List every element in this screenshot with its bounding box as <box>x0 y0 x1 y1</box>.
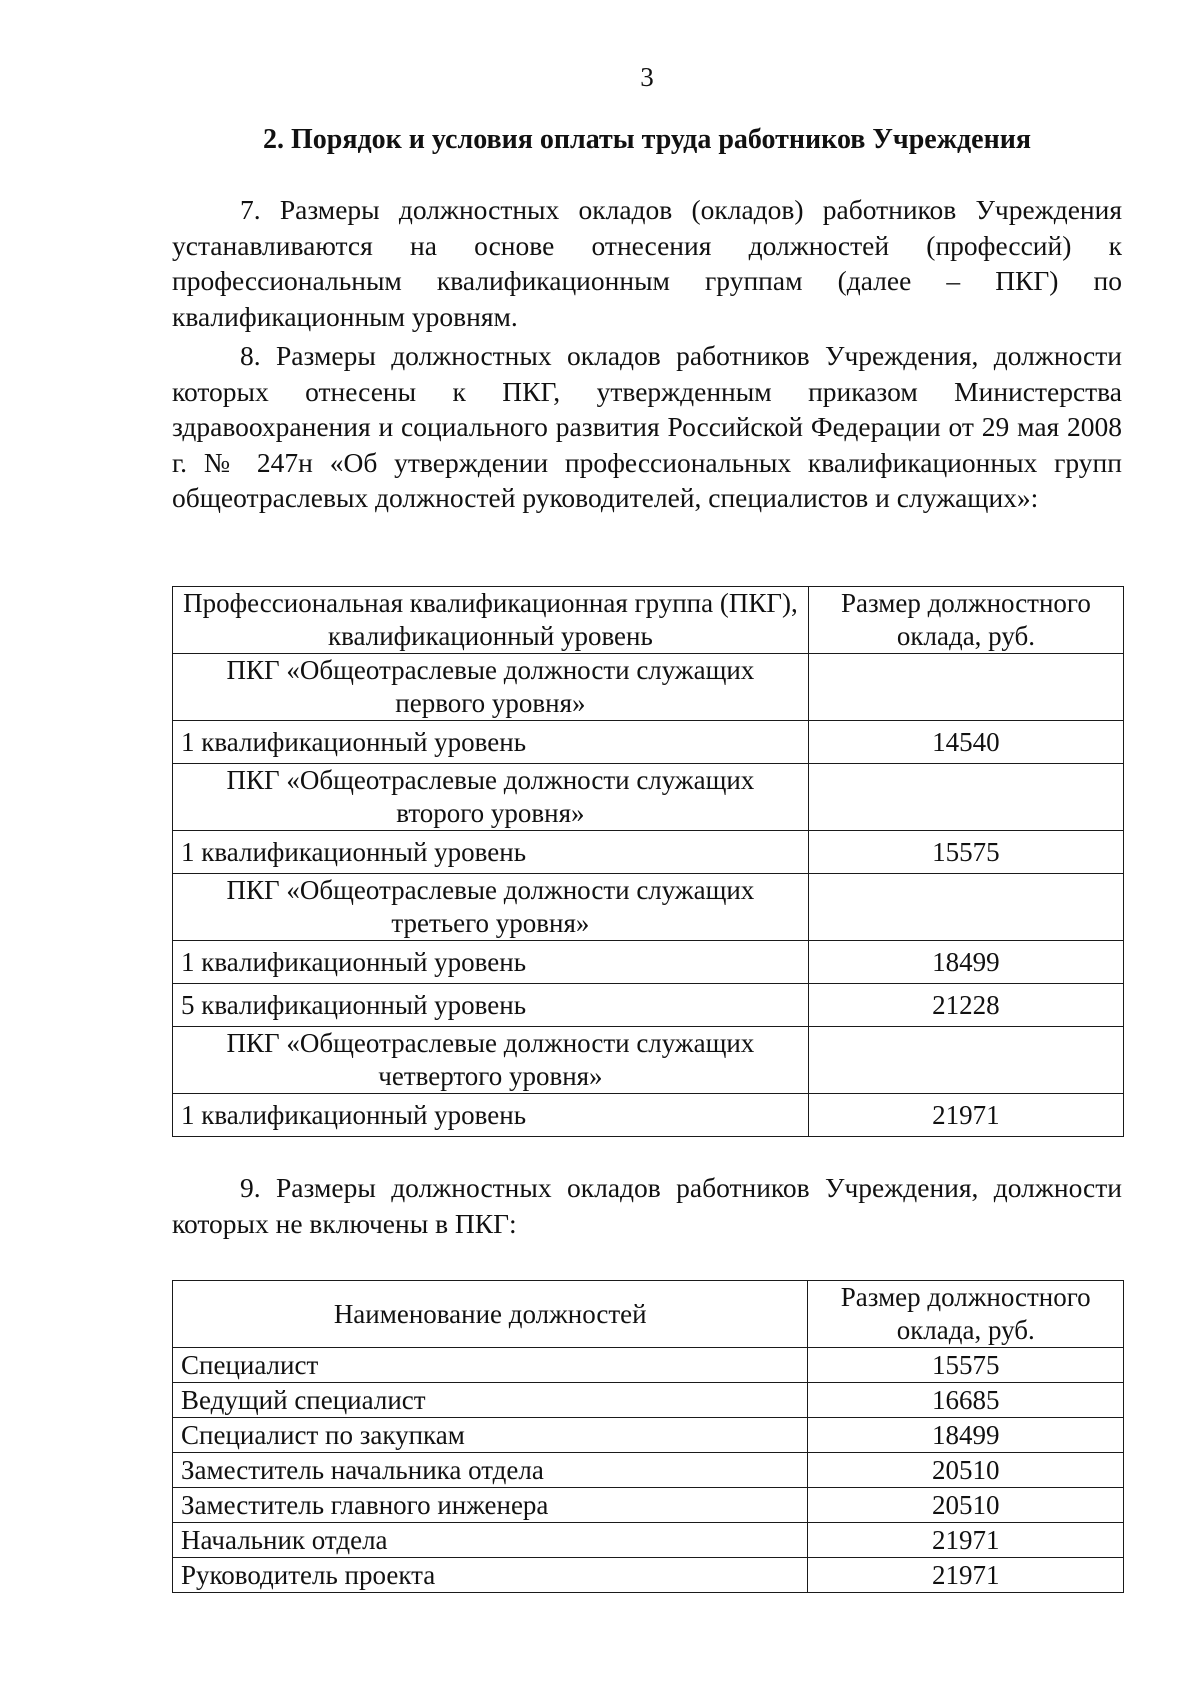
salary-cell: 20510 <box>808 1453 1124 1488</box>
group-name-cell: ПКГ «Общеотраслевые должности служащих четвертого уровня» <box>173 1027 809 1094</box>
position-cell: Ведущий специалист <box>173 1383 808 1418</box>
table-row <box>173 721 1124 764</box>
position-cell: Специалист по закупкам <box>173 1418 808 1453</box>
table-row <box>173 941 1124 984</box>
table-row <box>173 831 1124 874</box>
table-header-cell: Размер должностного оклада, руб. <box>808 1281 1124 1348</box>
table-group-row <box>173 654 1124 721</box>
salary-cell: 15575 <box>808 831 1123 874</box>
paragraph-9: 9. Размеры должностных окладов работников Учреждения, должности которых не включены в ПКГ: <box>172 1172 1122 1239</box>
empty-cell <box>808 764 1123 831</box>
non-pkg-salary-table <box>172 1280 1124 1593</box>
table-group-row <box>173 874 1124 941</box>
salary-cell: 21228 <box>808 984 1123 1027</box>
table-group-row <box>173 764 1124 831</box>
table-header-row <box>173 1281 1124 1348</box>
page-number: 3 <box>640 62 654 92</box>
position-cell: Заместитель начальника отдела <box>173 1453 808 1488</box>
salary-cell: 21971 <box>808 1558 1124 1593</box>
position-cell: Заместитель главного инженера <box>173 1488 808 1523</box>
salary-cell: 21971 <box>808 1523 1124 1558</box>
table-row <box>173 1488 1124 1523</box>
pkg-salary-table <box>172 586 1124 1137</box>
position-cell: Специалист <box>173 1348 808 1383</box>
salary-cell: 20510 <box>808 1488 1124 1523</box>
salary-cell: 21971 <box>808 1094 1123 1137</box>
salary-cell: 15575 <box>808 1348 1124 1383</box>
paragraph-7: 7. Размеры должностных окладов (окладов) работников Учреждения устанавливаются на основе отнесения должностей (профессий) к профессиональным квалификационным группам (далее – ПКГ) по квалификационным уровням. <box>172 194 1122 332</box>
position-cell: Руководитель проекта <box>173 1558 808 1593</box>
table-row <box>173 1558 1124 1593</box>
table-row <box>173 1523 1124 1558</box>
level-cell: 5 квалификационный уровень <box>173 984 809 1027</box>
empty-cell <box>808 874 1123 941</box>
table-row <box>173 1418 1124 1453</box>
table-row <box>173 1094 1124 1137</box>
level-cell: 1 квалификационный уровень <box>173 831 809 874</box>
section-title: 2. Порядок и условия оплаты труда работников Учреждения <box>262 124 1032 155</box>
table-header-cell: Профессиональная квалификационная группа (ПКГ), квалификационный уровень <box>173 587 809 654</box>
salary-cell: 18499 <box>808 1418 1124 1453</box>
empty-cell <box>808 654 1123 721</box>
level-cell: 1 квалификационный уровень <box>173 1094 809 1137</box>
group-name-cell: ПКГ «Общеотраслевые должности служащих первого уровня» <box>173 654 809 721</box>
empty-cell <box>808 1027 1123 1094</box>
paragraph-8: 8. Размеры должностных окладов работников Учреждения, должности которых отнесены к ПКГ, утвержденным приказом Министерства здравоохранения и социального развития Российской Федерации от 29 мая 2008 г. № 247н «Об утверждении профессиональных квалификационных групп общеотраслевых должностей руководителей, специалистов и служащих»: <box>172 340 1122 513</box>
position-cell: Начальник отдела <box>173 1523 808 1558</box>
table-row <box>173 1383 1124 1418</box>
salary-cell: 16685 <box>808 1383 1124 1418</box>
table-row <box>173 984 1124 1027</box>
table-group-row <box>173 1027 1124 1094</box>
table-header-row <box>173 587 1124 654</box>
table-row <box>173 1348 1124 1383</box>
table-row <box>173 1453 1124 1488</box>
salary-cell: 18499 <box>808 941 1123 984</box>
table-header-cell: Наименование должностей <box>173 1281 808 1348</box>
table-header-cell: Размер должностного оклада, руб. <box>808 587 1123 654</box>
group-name-cell: ПКГ «Общеотраслевые должности служащих второго уровня» <box>173 764 809 831</box>
level-cell: 1 квалификационный уровень <box>173 721 809 764</box>
salary-cell: 14540 <box>808 721 1123 764</box>
group-name-cell: ПКГ «Общеотраслевые должности служащих третьего уровня» <box>173 874 809 941</box>
level-cell: 1 квалификационный уровень <box>173 941 809 984</box>
